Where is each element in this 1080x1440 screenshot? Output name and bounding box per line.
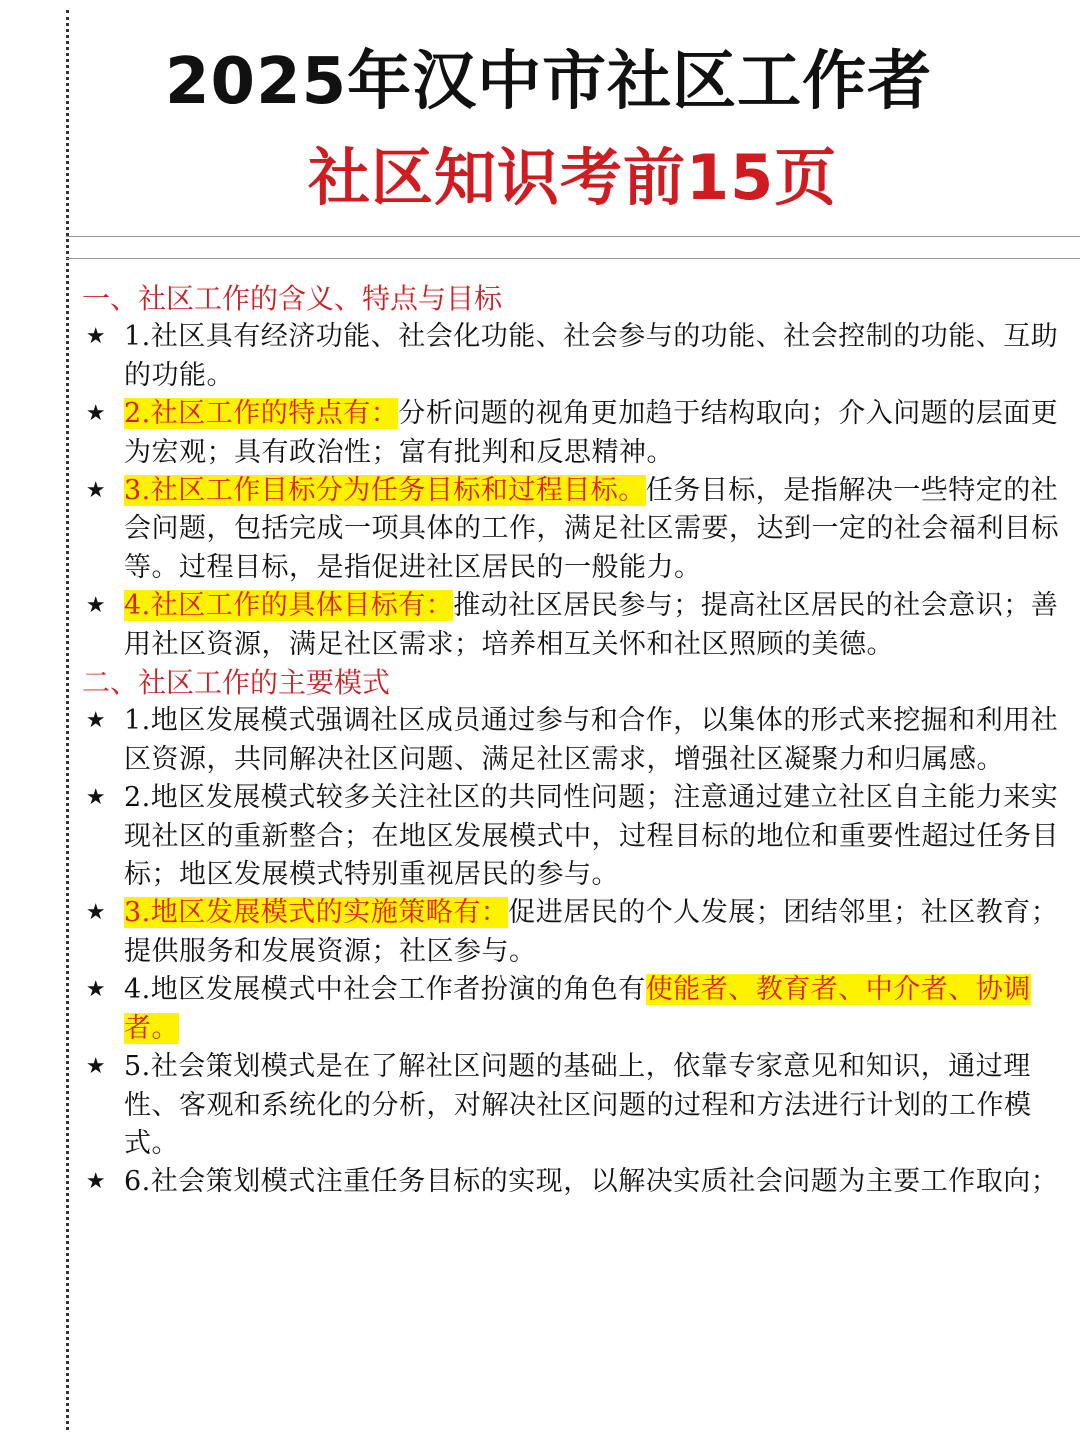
divider-top (66, 236, 1080, 237)
page-subtitle: 社区知识考前15页 (308, 141, 838, 214)
star-bullet-icon: ★ (85, 708, 107, 734)
list-item (82, 971, 1067, 1048)
section-heading-1: 一、社区工作的含义、特点与目标 (82, 282, 503, 315)
item-text: 1.地区发展模式强调社区成员通过参与和合作，以集体的形式来挖掘和利用社区资源，共同解决社区问题、满足社区需求，增强社区凝聚力和归属感。 (124, 705, 1059, 775)
item-text: 1.社区具有经济功能、社会化功能、社会参与的功能、社会控制的功能、互助的功能。 (124, 321, 1059, 391)
highlighted-key-phrase: 3.社区工作目标分为任务目标和过程目标。 (124, 475, 646, 507)
highlighted-key-phrase: 4.社区工作的具体目标有： (124, 590, 454, 622)
highlighted-key-phrase: 3.地区发展模式的实施策略有： (124, 897, 509, 929)
list-item (82, 894, 1067, 971)
star-bullet-icon: ★ (85, 1054, 107, 1080)
highlighted-key-phrase: 使能者、教育者、中介者、协调者。 (124, 974, 1031, 1044)
list-item (82, 1048, 1067, 1163)
star-bullet-icon: ★ (85, 593, 107, 619)
star-bullet-icon: ★ (85, 324, 107, 350)
list-item (82, 1163, 1067, 1201)
list-item (82, 395, 1067, 472)
list-item (82, 779, 1067, 894)
star-bullet-icon: ★ (85, 401, 107, 427)
item-text: 促进居民的个人发展；团结邻里；社区教育；提供服务和发展资源；社区参与。 (124, 897, 1059, 967)
list-item (82, 472, 1067, 587)
document-body (82, 280, 1067, 1202)
left-dotted-margin-line (66, 10, 69, 1430)
item-text: 6.社会策划模式注重任务目标的实现，以解决实质社会问题为主要工作取向； (124, 1166, 1059, 1198)
item-text: 推动社区居民参与；提高社区居民的社会意识；善用社区资源，满足社区需求；培养相互关怀和社区照顾的美德。 (124, 590, 1059, 660)
item-text: 任务目标，是指解决一些特定的社会问题，包括完成一项具体的工作，满足社区需要，达到一定的社会福利目标等。过程目标，是指促进社区居民的一般能力。 (124, 475, 1059, 583)
star-bullet-icon: ★ (85, 785, 107, 811)
list-item (82, 587, 1067, 664)
item-text: 4.地区发展模式中社会工作者扮演的角色有 (124, 974, 646, 1006)
item-text: 分析问题的视角更加趋于结构取向；介入问题的层面更为宏观；具有政治性；富有批判和反思精神。 (124, 398, 1059, 468)
star-bullet-icon: ★ (85, 478, 107, 504)
section-heading-2: 二、社区工作的主要模式 (82, 666, 391, 700)
list-item (82, 318, 1067, 395)
star-bullet-icon: ★ (85, 900, 107, 926)
divider-bottom (66, 258, 1080, 259)
page-title: 2025年汉中市社区工作者 (165, 45, 933, 119)
item-text: 2.地区发展模式较多关注社区的共同性问题；注意通过建立社区自主能力来实现社区的重新整合；在地区发展模式中，过程目标的地位和重要性超过任务目标；地区发展模式特别重视居民的参与。 (124, 782, 1059, 891)
star-bullet-icon: ★ (85, 1169, 107, 1195)
list-item (82, 702, 1067, 779)
item-text: 5.社会策划模式是在了解社区问题的基础上，依靠专家意见和知识，通过理性、客观和系统化的分析，对解决社区问题的过程和方法进行计划的工作模式。 (124, 1051, 1032, 1159)
star-bullet-icon: ★ (85, 977, 107, 1003)
highlighted-key-phrase: 2.社区工作的特点有： (124, 398, 399, 430)
